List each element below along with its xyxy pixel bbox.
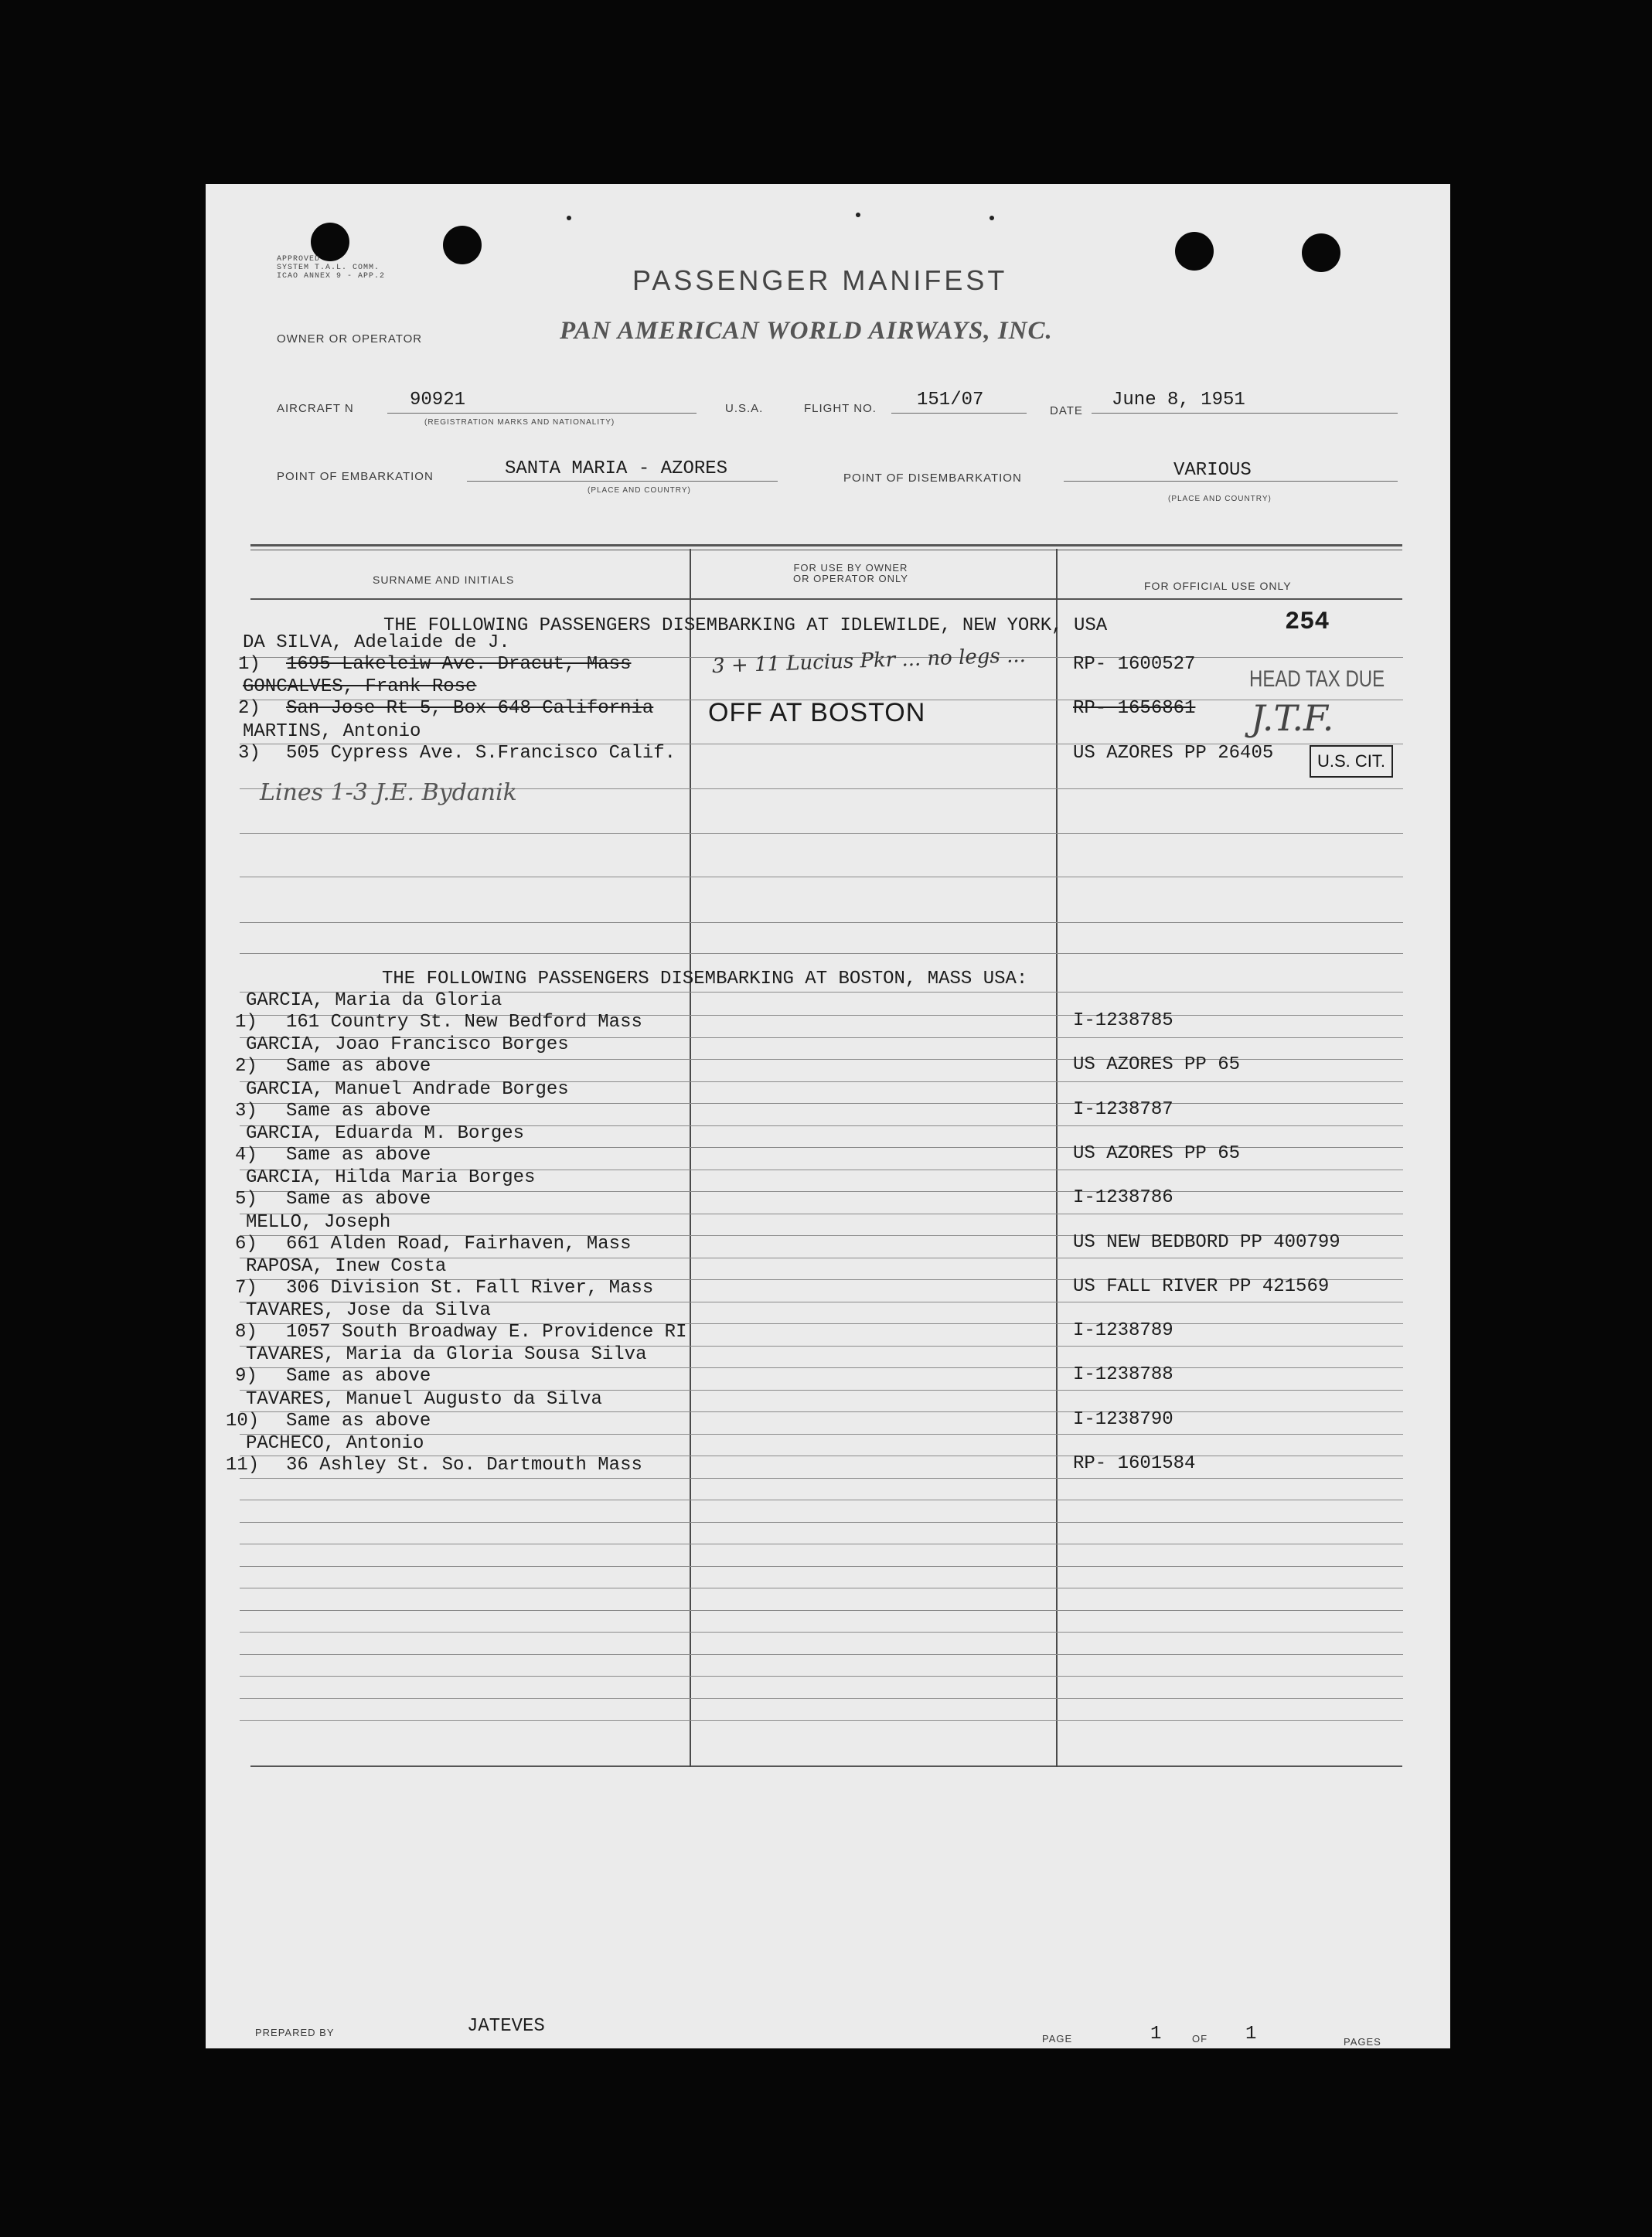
page-label: PAGE: [1042, 2033, 1073, 2045]
ruled-line: [240, 833, 1403, 834]
row-number: 7): [235, 1278, 257, 1299]
head-tax-stamp: HEAD TAX DUE: [1249, 666, 1385, 692]
pages-label: PAGES: [1344, 2036, 1381, 2048]
official-entry: US AZORES PP 26405: [1073, 743, 1274, 764]
disembark-sub-label: (PLACE AND COUNTRY): [1168, 495, 1272, 503]
passenger-address: San Jose Rt 5, Box 648 California: [286, 698, 654, 719]
column-header-operator: FOR USE BY OWNER OR OPERATOR ONLY: [793, 562, 908, 584]
passenger-address: Same as above: [286, 1366, 431, 1387]
official-entry: I-1238787: [1073, 1099, 1173, 1120]
row-number: 11): [226, 1455, 260, 1476]
passenger-name: PACHECO, Antonio: [246, 1433, 424, 1454]
official-entry: RP- 1601584: [1073, 1453, 1196, 1474]
passenger-name: TAVARES, Jose da Silva: [246, 1300, 491, 1321]
row-number: 1): [238, 654, 261, 675]
ruled-line: [240, 1522, 1403, 1523]
ruled-line: [240, 1720, 1403, 1721]
ruled-line: [240, 1698, 1403, 1699]
page-total: 1: [1245, 2024, 1257, 2045]
flight-label: FLIGHT NO.: [804, 402, 877, 415]
ruled-line: [240, 953, 1403, 954]
prepared-by-label: PREPARED BY: [255, 2027, 335, 2038]
passenger-address: Same as above: [286, 1101, 431, 1122]
row-number: 3): [238, 743, 261, 764]
disembarkation-label: POINT OF DISEMBARKATION: [843, 472, 1022, 485]
off-at-boston-stamp: OFF AT BOSTON: [708, 698, 926, 727]
disembarkation-point: VARIOUS: [1173, 460, 1252, 481]
ruled-line: [240, 1676, 1403, 1677]
official-entry: US AZORES PP 65: [1073, 1054, 1241, 1075]
aircraft-label: AIRCRAFT N: [277, 402, 354, 415]
ruled-line: [240, 1478, 1403, 1479]
passenger-address: 1057 South Broadway E. Providence RI: [286, 1322, 687, 1343]
section-heading-idlewilde: THE FOLLOWING PASSENGERS DISEMBARKING AT IDLEWILDE, NEW YORK, USA: [383, 615, 1108, 636]
ruled-line: [240, 1610, 1403, 1611]
prepared-by-value: JATEVES: [467, 2016, 545, 2037]
table-top-rule: [250, 544, 1402, 546]
official-entry: US AZORES PP 65: [1073, 1143, 1241, 1164]
passenger-name: GARCIA, Joao Francisco Borges: [246, 1034, 569, 1055]
passenger-name: TAVARES, Manuel Augusto da Silva: [246, 1389, 602, 1410]
official-entry: RP- 1656861: [1073, 698, 1196, 719]
date-label: DATE: [1050, 404, 1083, 417]
passenger-name: MARTINS, Antonio: [243, 721, 421, 742]
passenger-name: GARCIA, Hilda Maria Borges: [246, 1167, 536, 1188]
ruled-line: [240, 922, 1403, 923]
official-entry: US FALL RIVER PP 421569: [1073, 1276, 1330, 1297]
column-divider: [690, 549, 691, 1767]
row-number: 3): [235, 1101, 257, 1122]
field-underline: [1064, 481, 1398, 482]
passenger-address: Same as above: [286, 1411, 431, 1432]
official-entry: I-1238788: [1073, 1364, 1173, 1385]
row-number: 8): [235, 1322, 257, 1343]
flight-date: June 8, 1951: [1112, 390, 1245, 410]
table-bottom-rule: [250, 1765, 1402, 1767]
passenger-address: Same as above: [286, 1189, 431, 1210]
official-entry: US NEW BEDBORD PP 400799: [1073, 1232, 1340, 1253]
passenger-address: 661 Alden Road, Fairhaven, Mass: [286, 1234, 632, 1255]
field-underline: [891, 413, 1027, 414]
row-number: 9): [235, 1366, 257, 1387]
passenger-address: Same as above: [286, 1056, 431, 1077]
field-underline: [387, 413, 697, 414]
field-underline: [1092, 413, 1398, 414]
owner-label: OWNER OR OPERATOR: [277, 332, 423, 346]
field-underline: [467, 481, 778, 482]
header-rule: [250, 598, 1402, 600]
official-entry: I-1238786: [1073, 1187, 1173, 1208]
passenger-address: 36 Ashley St. So. Dartmouth Mass: [286, 1455, 642, 1476]
passenger-name: RAPOSA, Inew Costa: [246, 1256, 447, 1277]
row-number: 1): [235, 1012, 257, 1033]
flight-number: 151/07: [917, 390, 984, 410]
approval-note: APPROVED SYSTEM T.A.L. COMM. ICAO ANNEX 9 - APP.2: [277, 255, 386, 281]
row-number: 4): [235, 1145, 257, 1166]
passenger-name: GARCIA, Maria da Gloria: [246, 990, 502, 1011]
punch-hole: [1175, 232, 1214, 271]
official-entry: I-1238789: [1073, 1320, 1173, 1341]
handwritten-note: 3 + 11 Lucius Pkr ... no legs ...: [711, 643, 1027, 679]
official-entry: I-1238790: [1073, 1409, 1173, 1430]
passenger-name: GARCIA, Eduarda M. Borges: [246, 1123, 525, 1144]
column-header-official: FOR OFFICIAL USE ONLY: [1144, 580, 1292, 592]
embark-sub-label: (PLACE AND COUNTRY): [588, 486, 691, 495]
ruled-line: [240, 1632, 1403, 1633]
usa-label: U.S.A.: [725, 402, 764, 415]
speck: [856, 213, 860, 217]
column-header-surname: SURNAME AND INITIALS: [373, 574, 515, 586]
passenger-name: DA SILVA, Adelaide de J.: [243, 632, 510, 653]
page-number: 1: [1150, 2024, 1162, 2045]
ruled-line: [240, 1566, 1403, 1567]
passenger-address: Same as above: [286, 1145, 431, 1166]
embarkation-point: SANTA MARIA - AZORES: [505, 458, 728, 479]
passenger-address: 306 Division St. Fall River, Mass: [286, 1278, 654, 1299]
official-entry: I-1238785: [1073, 1010, 1173, 1031]
row-number: 6): [235, 1234, 257, 1255]
row-number: 2): [238, 698, 261, 719]
row-number: 5): [235, 1189, 257, 1210]
stamp-number: 254: [1285, 608, 1330, 636]
us-citizen-stamp: U.S. CIT.: [1310, 745, 1393, 778]
passenger-name: TAVARES, Maria da Gloria Sousa Silva: [246, 1344, 647, 1365]
section-heading-boston: THE FOLLOWING PASSENGERS DISEMBARKING AT BOSTON, MASS USA:: [382, 969, 1028, 989]
of-label: OF: [1192, 2033, 1208, 2045]
passenger-address: 1695 Lakeleiw Ave. Dracut, Mass: [286, 654, 632, 675]
official-entry: RP- 1600527: [1073, 654, 1196, 675]
page-title: PASSENGER MANIFEST: [632, 264, 1008, 296]
passenger-name: GONCALVES, Frank Rose: [243, 676, 477, 697]
handwritten-initials: J.T.F.: [1251, 697, 1334, 739]
punch-hole: [1302, 233, 1340, 272]
speck: [989, 216, 994, 220]
embarkation-label: POINT OF EMBARKATION: [277, 470, 434, 483]
operator-name: PAN AMERICAN WORLD AIRWAYS, INC.: [560, 317, 1053, 345]
row-number: 2): [235, 1056, 257, 1077]
aircraft-number: 90921: [410, 390, 466, 410]
passenger-name: GARCIA, Manuel Andrade Borges: [246, 1079, 569, 1100]
column-divider: [1056, 549, 1058, 1767]
manifest-sheet: [206, 184, 1450, 2048]
aircraft-sub-label: (REGISTRATION MARKS AND NATIONALITY): [424, 418, 615, 427]
ruled-line: [240, 1654, 1403, 1655]
passenger-address: 161 Country St. New Bedford Mass: [286, 1012, 642, 1033]
passenger-name: MELLO, Joseph: [246, 1212, 391, 1233]
row-number: 10): [226, 1411, 260, 1432]
passenger-address: 505 Cypress Ave. S.Francisco Calif.: [286, 743, 676, 764]
speck: [567, 216, 571, 220]
punch-hole: [443, 226, 482, 264]
handwritten-signature: Lines 1-3 J.E. Bydanik: [260, 779, 517, 806]
